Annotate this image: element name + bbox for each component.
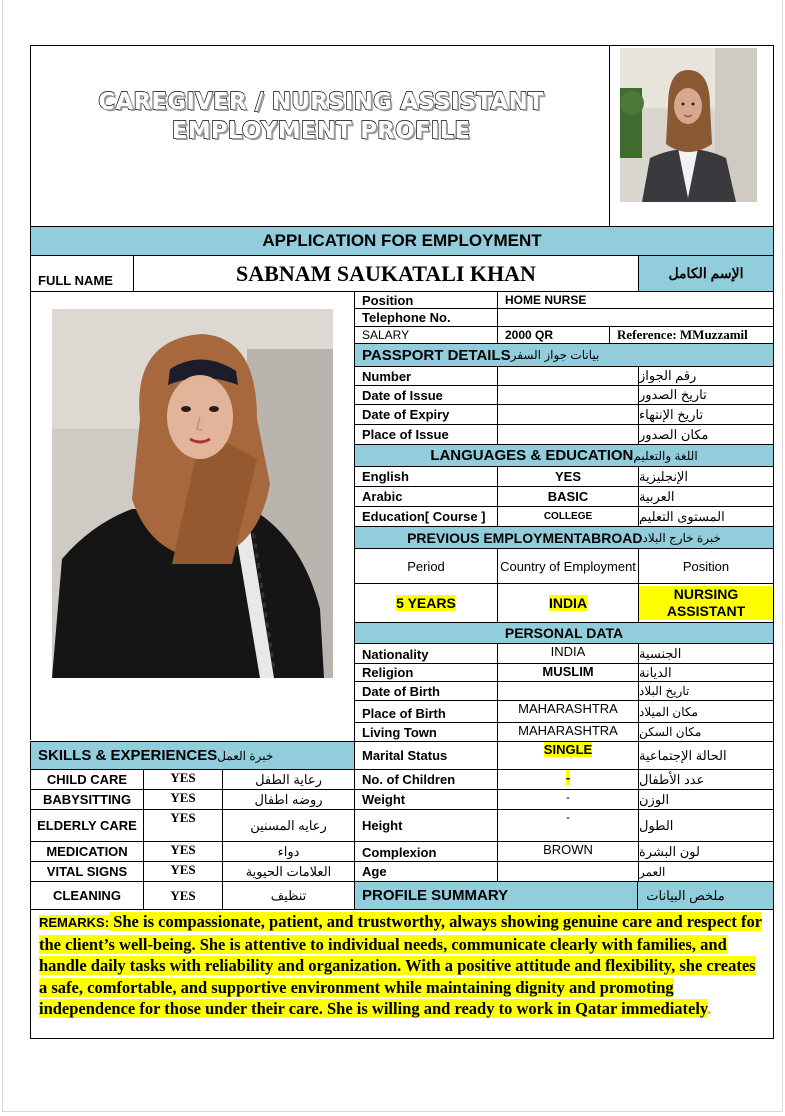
nationality-label: Nationality [354,643,498,664]
candidate-photo [52,309,333,678]
remarks-end: . [707,999,712,1019]
age-label-ar: العمر [638,861,774,882]
skill-vital-signs-label-ar: العلامات الحيوية [222,861,355,882]
full-name-label-ar: الإسم الكامل [638,255,774,292]
passport-number-label-ar: رقم الجواز [638,366,774,386]
children-value: - [565,770,571,785]
arabic-label: Arabic [354,486,498,507]
full-name-value: SABNAM SAUKATALI KHAN [133,255,639,292]
living-town-label-ar: مكان السكن [638,722,774,742]
date-of-expiry-value [497,404,639,425]
nationality-value: INDIA [497,643,639,664]
personal-data-header: PERSONAL DATA [354,622,774,644]
passport-photo [620,48,757,202]
application-banner: APPLICATION FOR EMPLOYMENT [30,226,774,256]
skills-title: SKILLS & EXPERIENCES [38,747,218,764]
languages-title-ar: اللغة والتعليم [633,448,698,463]
skill-cleaning-label-ar: تنظيف [222,881,355,910]
position-label: Position [354,291,498,309]
religion-label: Religion [354,663,498,682]
country-cell [497,583,639,623]
passport-title-ar: بيانات جواز السفر [510,348,600,362]
english-value: YES [497,466,639,487]
skill-childcare-label-ar: رعاية الطفل [222,769,355,790]
education-label: Education[ Course ] [354,506,498,527]
education-label-ar: المستوى التعليم [638,506,774,527]
age-value [497,861,639,882]
salary-value: 2000 QR [497,326,610,344]
period-cell [354,583,498,623]
skills-title-ar: خبرة العمل [217,748,274,763]
full-name-label: FULL NAME [30,255,134,292]
period-value: 5 YEARS [396,595,456,611]
languages-section-header [354,444,774,467]
remarks-text: She is compassionate, patient, and trustworthy, always showing genuine care and respect for the client’s well-being. She is attentive to individual needs, communicate clearly with families, and handle daily tasks with reliability and organization. With a positive attitude and flexibility, she creates a safe, comfortable, and supportive environment while maintaining dignity and promoting independence for those under their care. She is willing and ready to work in Qatar immediately [39,912,763,1019]
place-of-issue-label-ar: مكان الصدور [638,424,774,445]
profile-summary-title: PROFILE SUMMARY [354,881,638,910]
title-line-2: EMPLOYMENT PROFILE [171,118,471,144]
job-position-value: NURSING ASSISTANT [639,586,773,620]
place-of-issue-value [497,424,639,445]
remarks-label: REMARKS: [39,915,110,930]
date-of-birth-label-ar: تاريخ البلاد [638,681,774,701]
skill-medication-label-ar: دواء [222,841,355,862]
place-of-birth-label-ar: مكان الميلاد [638,700,774,723]
height-value: - [497,809,639,842]
position-value: HOME NURSE [497,291,774,309]
skill-elderly-value: YES [143,809,223,842]
marital-status-cell [497,741,639,770]
position-header: Position [638,548,774,584]
country-value: INDIA [548,595,588,611]
living-town-label: Living Town [354,722,498,742]
religion-value: MUSLIM [497,663,639,682]
skill-vital-signs-value: YES [143,861,223,882]
remarks-box [30,909,774,1039]
passport-title: PASSPORT DETAILS [362,346,511,364]
skill-childcare-value: YES [143,769,223,790]
skill-medication-value: YES [143,841,223,862]
country-header: Country of Employment [497,548,639,584]
children-label: No. of Children [354,769,498,790]
skill-elderly-label: ELDERLY CARE [30,809,144,842]
job-position-cell [638,583,774,623]
skill-vital-signs-label: VITAL SIGNS [30,861,144,882]
weight-value: - [497,789,639,810]
profile-summary-title-ar: ملخص البيانات [637,881,774,910]
passport-photo-frame [609,45,774,227]
arabic-value: BASIC [497,486,639,507]
previous-employment-header [354,526,774,549]
date-of-issue-value [497,385,639,405]
skill-medication-label: MEDICATION [30,841,144,862]
telephone-value [497,308,774,327]
english-label-ar: الإنجليزية [638,466,774,487]
age-label: Age [354,861,498,882]
skill-babysitting-label-ar: روضه اطفال [222,789,355,810]
children-cell [497,769,639,790]
passport-number-value [497,366,639,386]
arabic-label-ar: العربية [638,486,774,507]
photo-column [30,291,355,740]
nationality-label-ar: الجنسية [638,643,774,664]
marital-status-label-ar: الحالة الإجتماعية [638,741,774,770]
salary-label: SALARY [354,326,498,344]
date-of-issue-label: Date of Issue [354,385,498,405]
place-of-issue-label: Place of Issue [354,424,498,445]
period-header: Period [354,548,498,584]
date-of-birth-label: Date of Birth [354,681,498,701]
title-block [30,45,610,227]
date-of-expiry-label-ar: تاريخ الإنتهاء [638,404,774,425]
height-label: Height [354,809,498,842]
telephone-label: Telephone No. [354,308,498,327]
skill-cleaning-label: CLEANING [30,881,144,910]
marital-status-label: Marital Status [354,741,498,770]
skill-cleaning-value: YES [143,881,223,910]
skill-elderly-label-ar: رعايه المسنين [222,809,355,842]
previous-employment-title: PREVIOUS EMPLOYMENTABROAD [407,529,643,546]
living-town-value: MAHARASHTRA [497,722,639,742]
complexion-label-ar: لون البشرة [638,841,774,862]
place-of-birth-value: MAHARASHTRA [497,700,639,723]
languages-title: LANGUAGES & EDUCATION [430,447,634,464]
height-label-ar: الطول [638,809,774,842]
skill-babysitting-value: YES [143,789,223,810]
skills-section-header [30,741,355,770]
passport-number-label: Number [354,366,498,386]
complexion-value: BROWN [497,841,639,862]
weight-label-ar: الوزن [638,789,774,810]
remarks-paragraph [39,911,763,1020]
passport-section-header [354,343,774,367]
weight-label: Weight [354,789,498,810]
complexion-label: Complexion [354,841,498,862]
skill-babysitting-label: BABYSITTING [30,789,144,810]
date-of-expiry-label: Date of Expiry [354,404,498,425]
date-of-birth-value [497,681,639,701]
children-label-ar: عدد الأطفال [638,769,774,790]
religion-label-ar: الديانة [638,663,774,682]
title-line-1: CAREGIVER / NURSING ASSISTANT [98,89,544,115]
date-of-issue-label-ar: تاريخ الصدور [638,385,774,405]
education-value: COLLEGE [497,506,639,527]
skill-childcare-label: CHILD CARE [30,769,144,790]
previous-employment-title-ar: خبرة خارج البلاد [642,530,721,545]
marital-status-value: SINGLE [543,742,593,757]
reference-value: Reference: MMuzzamil [609,326,774,344]
place-of-birth-label: Place of Birth [354,700,498,723]
english-label: English [354,466,498,487]
